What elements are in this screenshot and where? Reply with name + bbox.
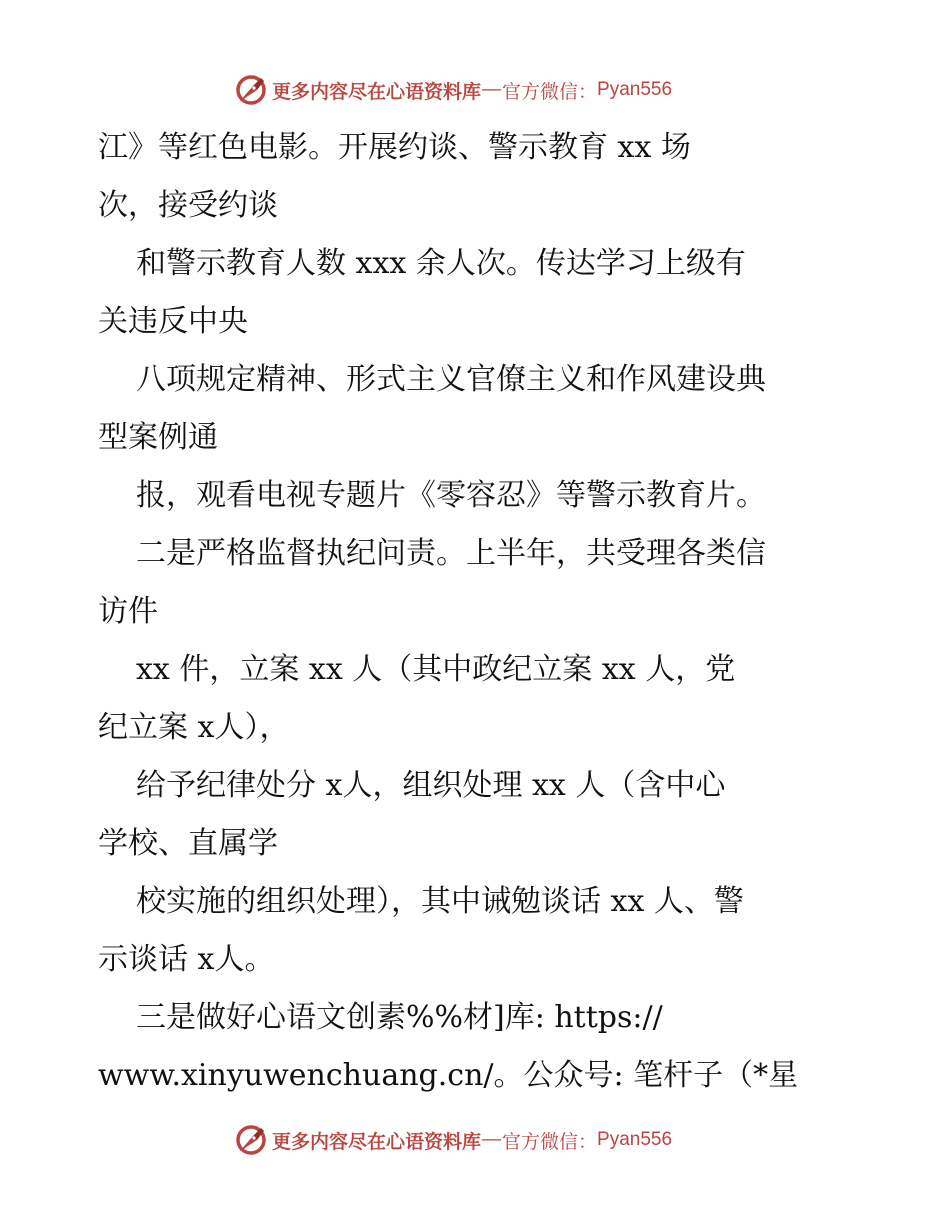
banner-dash: — bbox=[482, 79, 502, 100]
banner-official-label: 官方微信： bbox=[502, 80, 598, 103]
body-line: 三是做好心语文创素%%材]库: https:// bbox=[136, 1000, 663, 1035]
body-line: 次，接受约谈 bbox=[98, 188, 278, 223]
body-line: 纪立案 x人）， bbox=[98, 710, 290, 745]
body-line: 校实施的组织处理），其中诫勉谈话 xx 人、警 bbox=[136, 884, 744, 919]
footer-banner bbox=[234, 1122, 672, 1158]
body-line: 二是严格监督执纪问责。上半年，共受理各类信 bbox=[136, 536, 766, 571]
pen-nib-logo-icon bbox=[234, 1123, 268, 1157]
body-line: 关违反中央 bbox=[98, 304, 248, 339]
body-line: 型案例通 bbox=[98, 420, 218, 455]
pen-nib-logo-icon bbox=[234, 73, 268, 107]
banner-text: 更多内容尽在心语资料库 bbox=[272, 80, 482, 103]
banner-text: 更多内容尽在心语资料库 bbox=[272, 1130, 482, 1153]
body-line: 江》等红色电影。开展约谈、警示教育 xx 场 bbox=[98, 130, 691, 165]
document-body bbox=[98, 119, 858, 1105]
body-line: www.xinyuwenchuang.cn/。公众号: 笔杆子（*星 bbox=[98, 1058, 799, 1093]
banner-official-label: 官方微信： bbox=[502, 1130, 598, 1153]
body-line: 学校、直属学 bbox=[98, 826, 278, 861]
body-line: xx 件，立案 xx 人（其中政纪立案 xx 人，党 bbox=[136, 652, 736, 687]
body-line: 示谈话 x人。 bbox=[98, 942, 275, 977]
body-line: 报，观看电视专题片《零容忍》等警示教育片。 bbox=[136, 478, 766, 513]
banner-wechat-id: Pyan556 bbox=[597, 1129, 673, 1150]
banner-dash: — bbox=[482, 1129, 502, 1150]
body-line: 给予纪律处分 x人，组织处理 xx 人（含中心 bbox=[136, 768, 726, 803]
banner-wechat-id: Pyan556 bbox=[597, 79, 673, 100]
body-line: 和警示教育人数 xxx 余人次。传达学习上级有 bbox=[136, 246, 746, 281]
body-line: 访件 bbox=[98, 594, 158, 629]
header-banner bbox=[234, 72, 672, 108]
body-line: 八项规定精神、形式主义官僚主义和作风建设典 bbox=[136, 362, 766, 397]
